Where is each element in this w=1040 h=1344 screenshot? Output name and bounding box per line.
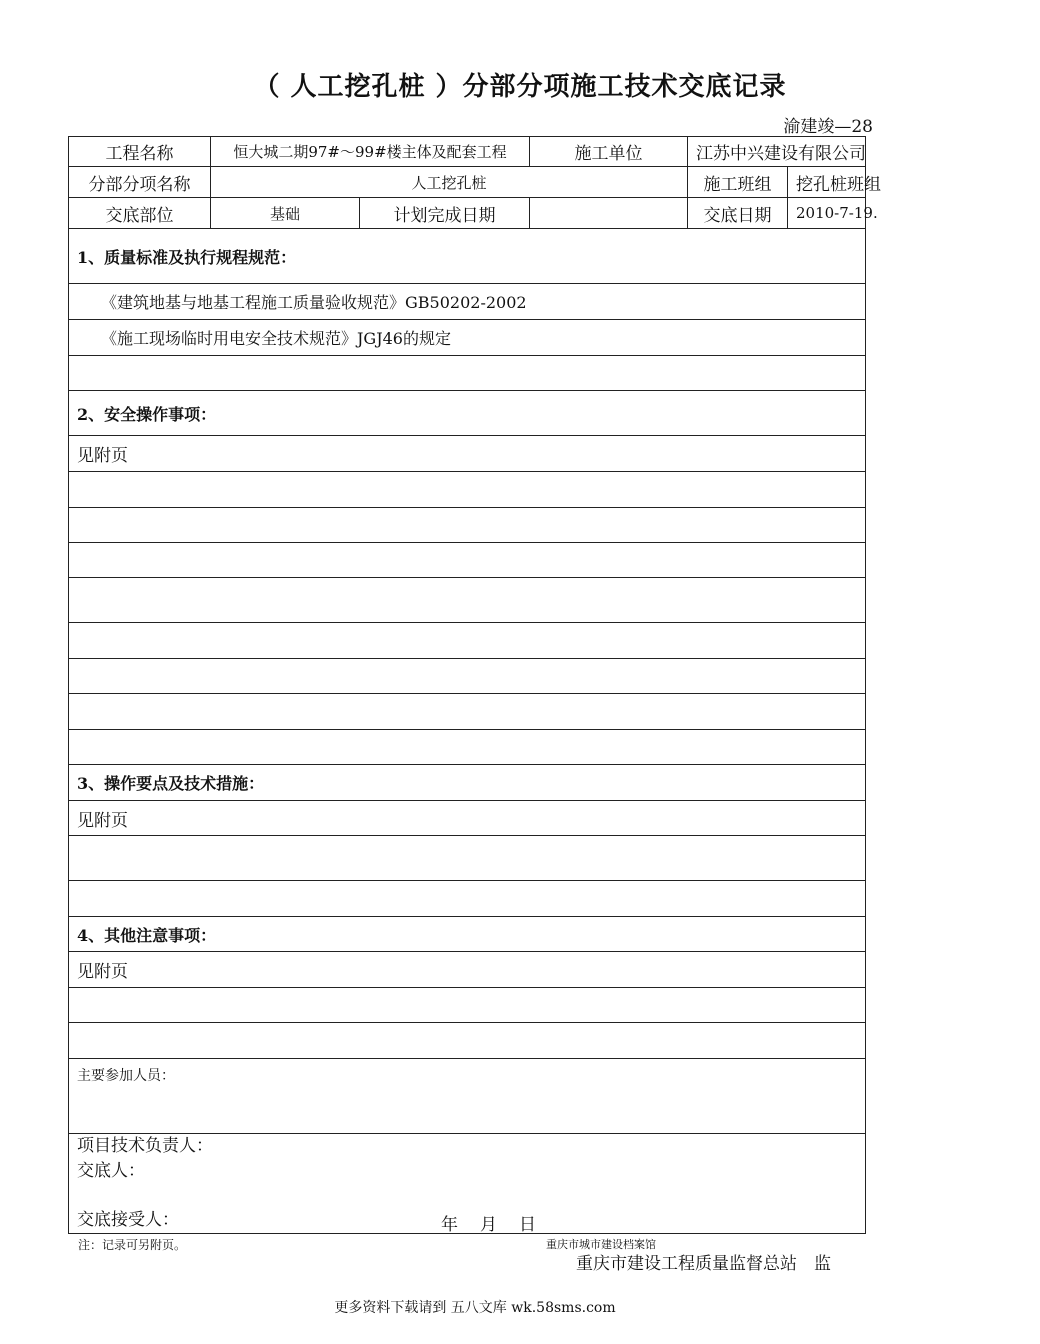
receiver-label: 交底接受人： [77,1210,179,1230]
blank-row [69,659,866,694]
subdivision-value: 人工挖孔桩 [211,167,688,198]
participants-label: 主要参加人员： [69,1059,866,1134]
section-1-line-2: 《施工现场临时用电安全技术规范》JGJ46的规定 [69,320,866,356]
project-name-value: 恒大城二期97#～99#楼主体及配套工程 [211,137,530,167]
blank-row [69,472,866,508]
team-label: 施工班组 [688,167,788,198]
section-4-title: 4、其他注意事项： [69,917,866,952]
blank-row [69,730,866,765]
blank-row [69,623,866,659]
blank-row [69,508,866,543]
supervision-station: 重庆市建设工程质量监督总站 监 [576,1254,831,1274]
section-1-title: 1、质量标准及执行规程规范： [69,229,866,284]
team-value: 挖孔桩班组 [788,167,866,198]
day-label: 日 [519,1215,536,1235]
archive-name: 重庆市城市建设档案馆 [546,1238,656,1251]
month-label: 月 [480,1215,497,1235]
attachment-note: 注：记录可另附页。 [78,1238,187,1252]
blank-row [69,543,866,578]
section-3-line-1: 见附页 [69,801,866,836]
page-title: （ 人工挖孔桩 ）分部分项施工技术交底记录 [253,72,787,102]
briefer-label: 交底人： [77,1161,145,1181]
section-3-title: 3、操作要点及技术措施： [69,765,866,801]
blank-row [69,1023,866,1059]
planned-date-value [530,198,688,229]
section-2-line-1: 见附页 [69,436,866,472]
contractor-label: 施工单位 [530,137,688,167]
signature-block [69,1134,866,1234]
blank-row [69,356,866,391]
project-name-label: 工程名称 [69,137,211,167]
blank-row [69,881,866,917]
subdivision-label: 分部分项名称 [69,167,211,198]
contractor-value: 江苏中兴建设有限公司 [688,137,866,167]
blank-row [69,836,866,881]
section-4-line-1: 见附页 [69,952,866,988]
section-1-line-1: 《建筑地基与地基工程施工质量验收规范》GB50202-2002 [69,284,866,320]
form-code: 渝建竣—28 [783,117,873,137]
location-value: 基础 [211,198,360,229]
footer-download-note: 更多资料下载请到 五八文库 wk.58sms.com [334,1300,616,1316]
blank-row [69,694,866,730]
tech-lead-label: 项目技术负责人： [77,1136,213,1156]
briefing-date-value: 2010-7-19. [788,198,866,229]
year-label: 年 [441,1215,458,1235]
blank-row [69,988,866,1023]
briefing-form-table [68,136,881,1235]
signature-date [441,1210,558,1235]
blank-row [69,578,866,623]
planned-date-label: 计划完成日期 [360,198,530,229]
briefing-date-label: 交底日期 [688,198,788,229]
section-2-title: 2、安全操作事项： [69,391,866,436]
location-label: 交底部位 [69,198,211,229]
